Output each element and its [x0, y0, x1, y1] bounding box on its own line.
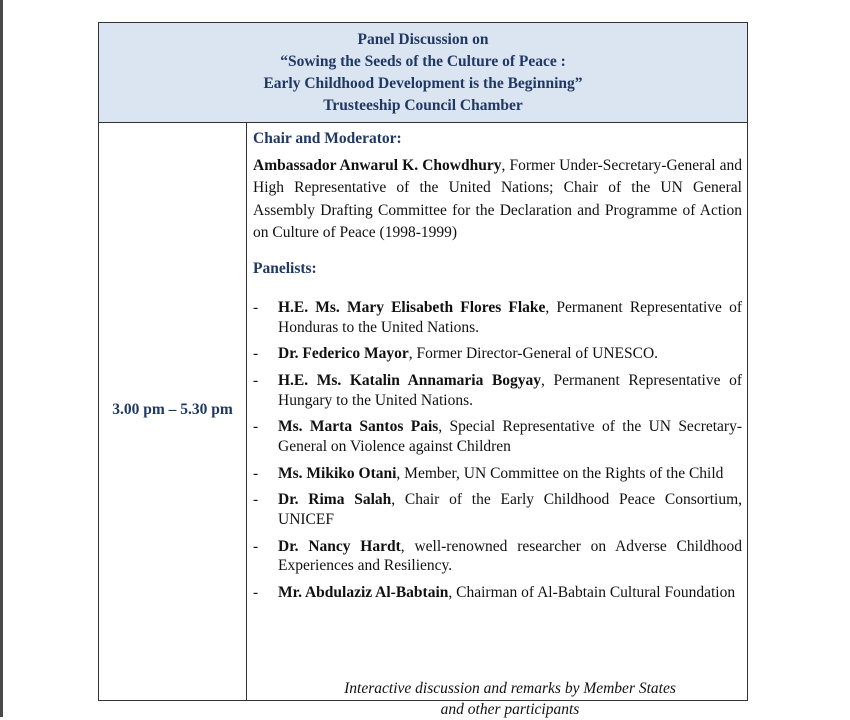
list-dash: - [253, 372, 259, 390]
panelist-name: Dr. Nancy Hardt [278, 537, 401, 555]
header-line-1: Panel Discussion on [357, 31, 489, 48]
header-line-3: Early Childhood Development is the Beginning” [263, 75, 583, 92]
header-line-4: Trusteeship Council Chamber [323, 97, 523, 114]
panelist-name: H.E. Ms. Mary Elisabeth Flores Flake [278, 299, 546, 316]
panelist-description: , Special Representative of the UN Secretary-General on Violence against Children [278, 418, 742, 455]
panelist-item [247, 490, 742, 529]
panelist-item [247, 298, 742, 337]
panelist-list [247, 298, 747, 610]
panelist-item [247, 417, 742, 456]
list-dash: - [253, 418, 259, 436]
panelist-description: , Chairman of Al-Babtain Cultural Foundation [448, 584, 736, 602]
time-cell [99, 123, 247, 700]
chair-name: Ambassador Anwarul K. Chowdhury [253, 157, 502, 174]
panelist-description: , Permanent Representative of Hungary to the United Nations. [278, 372, 743, 409]
program-table [98, 22, 748, 718]
window-left-edge [0, 0, 3, 717]
chair-heading: Chair and Moderator: [253, 130, 402, 147]
panelist-name: Dr. Federico Mayor [278, 345, 409, 363]
panelist-description: , Former Director-General of UNESCO. [408, 345, 659, 363]
panelist-item [247, 344, 742, 364]
list-dash: - [253, 537, 259, 555]
panelist-item [247, 371, 742, 410]
content-cell [247, 123, 747, 718]
panelist-name: Ms. Marta Santos Pais [278, 418, 439, 436]
chair-paragraph [253, 155, 742, 244]
table-header [99, 23, 747, 123]
list-dash: - [253, 491, 259, 509]
panelist-item [247, 583, 742, 603]
closing-line-1: Interactive discussion and remarks by Member States [344, 680, 676, 697]
panelist-description: , Permanent Representative of Honduras to the United Nations. [278, 299, 742, 336]
panelists-heading: Panelists: [253, 260, 317, 277]
session-time: 3.00 pm – 5.30 pm [112, 401, 233, 418]
header-line-2: “Sowing the Seeds of the Culture of Peace : [280, 53, 566, 70]
panelist-name: H.E. Ms. Katalin Annamaria Bogyay [278, 372, 542, 390]
panelist-name: Dr. Rima Salah [278, 491, 392, 509]
panelist-name: Mr. Abdulaziz Al-Babtain [278, 584, 449, 602]
closing-line-2: and other participants [440, 701, 580, 718]
chair-description: , Former Under-Secretary-General and High Representative of the United Nations; Chair of the UN General Assembly Drafting Committee for the Declaration and Programme of Action on Culture of Peace (1998-1999) [253, 157, 742, 241]
panelist-item [247, 537, 742, 576]
panelist-description: , Member, UN Committee on the Rights of the Child [396, 464, 724, 482]
panelist-name: Ms. Mikiko Otani [278, 464, 397, 482]
list-dash: - [253, 345, 259, 363]
panelist-item [247, 464, 742, 484]
closing-note [278, 678, 742, 720]
panelist-description: , Chair of the Early Childhood Peace Consortium, UNICEF [278, 491, 743, 528]
panelist-description: , well-renowned researcher on Adverse Childhood Experiences and Resiliency. [278, 537, 742, 575]
list-dash: - [253, 464, 259, 482]
list-dash: - [253, 584, 259, 602]
list-dash: - [253, 299, 259, 316]
